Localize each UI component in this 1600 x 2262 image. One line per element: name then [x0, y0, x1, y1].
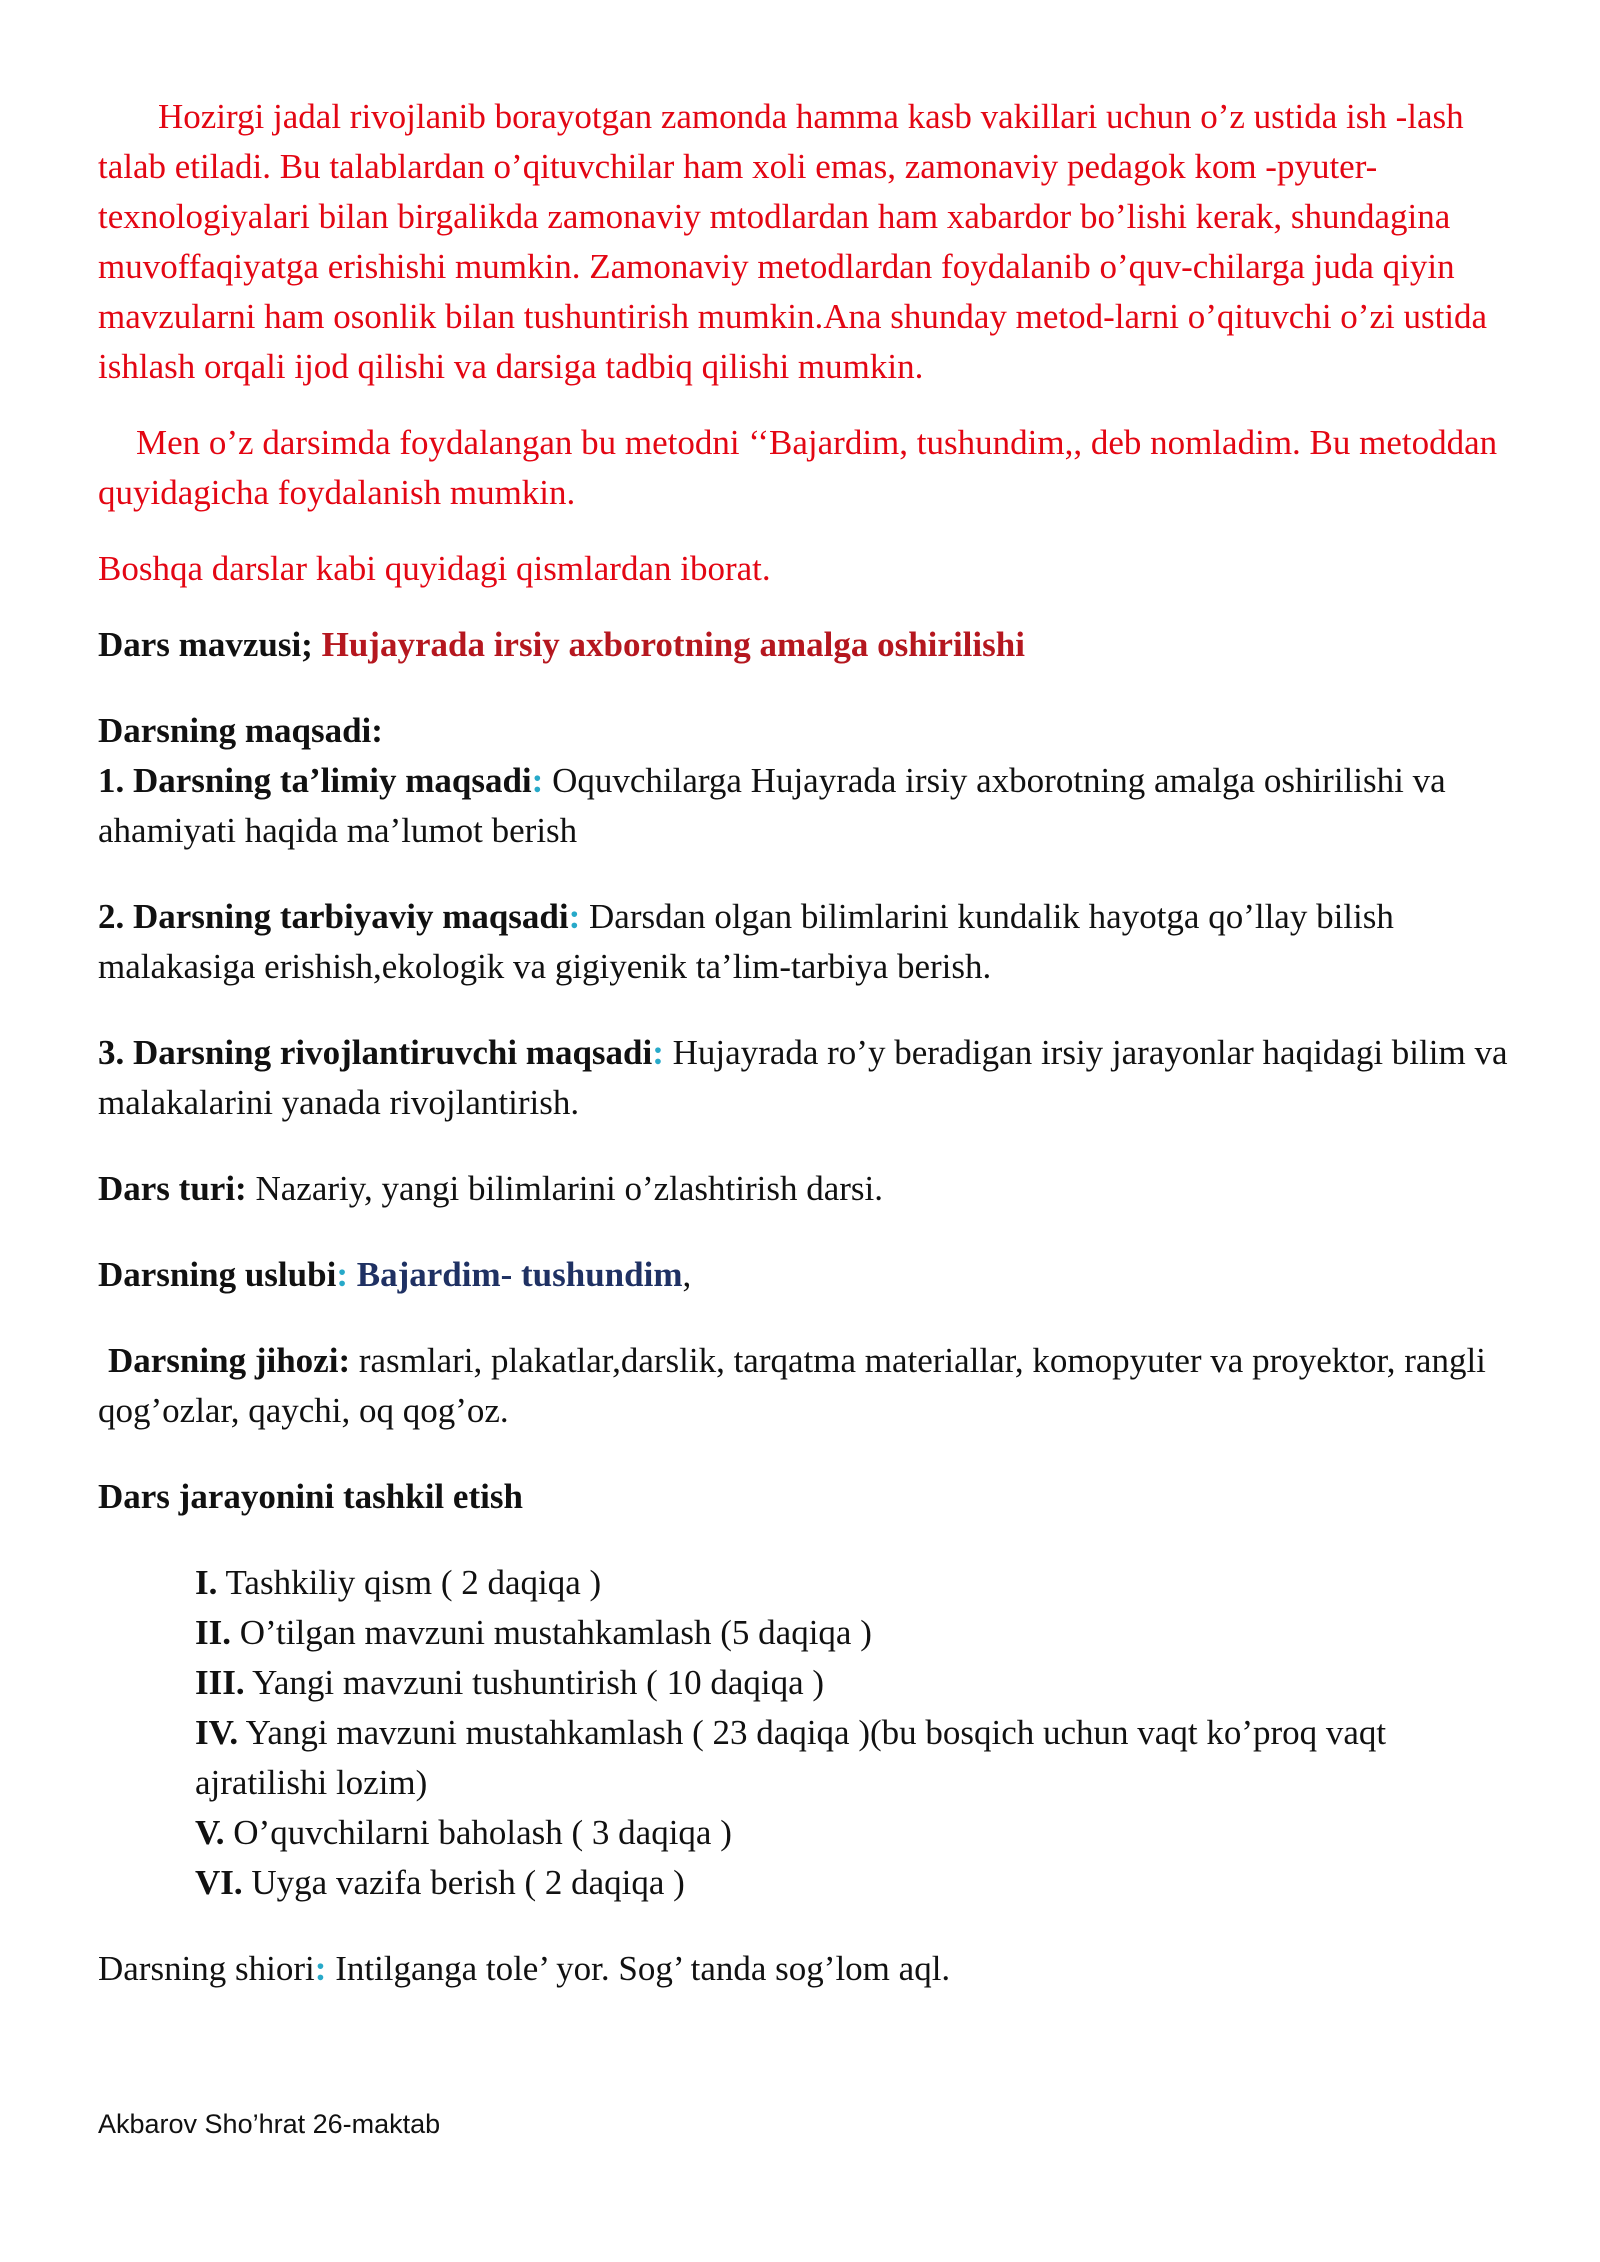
process-heading-label: Dars jarayonini tashkil etish — [98, 1477, 523, 1516]
stage-item — [195, 1808, 1518, 1858]
lesson-topic-label: Dars mavzusi; — [98, 625, 313, 664]
goals-heading — [98, 706, 1518, 756]
goal-item-developmental — [98, 1028, 1518, 1128]
goal-colon: : — [568, 897, 581, 936]
stage-item — [195, 1658, 1518, 1708]
lesson-style — [98, 1250, 1518, 1300]
process-heading — [98, 1472, 1518, 1522]
footer-author: Akbarov Sho’hrat 26-maktab — [98, 2109, 441, 2139]
stage-text: Yangi mavzuni mustahkamlash ( 23 daqiqa )(bu bosqich uchun vaqt ko’proq vaqt ajratilishi lozim) — [195, 1713, 1387, 1802]
goal-item-educational — [98, 756, 1518, 856]
stage-item — [195, 1608, 1518, 1658]
stage-text: O’quvchilarni baholash ( 3 daqiqa ) — [224, 1813, 732, 1852]
stage-text: Yangi mavzuni tushuntirish ( 10 daqiqa ) — [244, 1663, 825, 1702]
goal-item-upbringing — [98, 892, 1518, 992]
lesson-motto-label: Darsning shiori — [98, 1949, 315, 1988]
lesson-equipment — [98, 1336, 1518, 1436]
lesson-style-comma: , — [682, 1255, 692, 1294]
goal-text: Oquvchilarga Hujayrada irsiy axborotning amalga oshirilishi va ahamiyati haqida ma’lumot berish — [98, 761, 1446, 850]
lesson-topic — [98, 620, 1518, 670]
lesson-type — [98, 1164, 1518, 1214]
lesson-topic-value: Hujayrada irsiy axborotning amalga oshirilishi — [321, 625, 1025, 664]
goal-text: Hujayrada ro’y beradigan irsiy jarayonlar haqidagi bilim va malakalarini yanada rivojlantirish. — [98, 1033, 1508, 1122]
lesson-style-value: Bajardim- tushundim — [347, 1255, 683, 1294]
stage-numeral: IV. — [195, 1713, 239, 1752]
goal-label: 1. Darsning ta’limiy maqsadi — [98, 761, 532, 800]
stage-list — [98, 1558, 1518, 1908]
goal-colon: : — [531, 761, 544, 800]
lesson-equipment-label: Darsning jihozi: — [108, 1341, 351, 1380]
lesson-motto-text: Intilganga tole’ yor. Sog’ tanda sog’lom aql. — [326, 1949, 951, 1988]
goal-label: 2. Darsning tarbiyaviy maqsadi — [98, 897, 569, 936]
stage-numeral: I. — [195, 1563, 218, 1602]
intro-paragraph-1: Hozirgi jadal rivojlanib borayotgan zamonda hamma kasb vakillari uchun o’z ustida ish -lash talab etiladi. Bu talablardan o’qituvchilar ham xoli emas, zamonaviy pedagok kom -pyuter- texnologiyalari bilan birgalikda zamonaviy mtodlardan ham xabardor bo’lishi kerak, shundagina muvoffaqiyatga erishishi mumkin. Zamonaviy metodlardan foydalanib o’quv-chilarga juda qiyin mavzularni ham osonlik bilan tushuntirish mumkin.Ana shunday metod-larni o’qituvchi o’zi ustida ishlash orqali ijod qilishi va darsiga tadbiq qilishi mumkin. — [98, 97, 1488, 386]
stage-numeral: VI. — [195, 1863, 243, 1902]
stage-item — [195, 1708, 1518, 1808]
stage-text: Tashkiliy qism ( 2 daqiqa ) — [217, 1563, 602, 1602]
stage-item — [195, 1858, 1518, 1908]
lesson-type-label: Dars turi: — [98, 1169, 247, 1208]
document-body — [98, 92, 1518, 1994]
goals-heading-label: Darsning maqsadi: — [98, 711, 383, 750]
goal-text: Darsdan olgan bilimlarini kundalik hayotga qo’llay bilish malakasiga erishish,ekologik va gigiyenik ta’lim-tarbiya berish. — [98, 897, 1394, 986]
intro-paragraph-3: Boshqa darslar kabi quyidagi qismlardan iborat. — [98, 549, 771, 588]
stage-numeral: II. — [195, 1613, 231, 1652]
lesson-style-label: Darsning uslubi — [98, 1255, 337, 1294]
lesson-equipment-text: rasmlari, plakatlar,darslik, tarqatma materiallar, komopyuter va proyektor, rangli qog’ozlar, qaychi, oq qog’oz. — [98, 1341, 1486, 1430]
goal-label: 3. Darsning rivojlantiruvchi maqsadi — [98, 1033, 653, 1072]
goal-colon: : — [652, 1033, 664, 1072]
lesson-motto — [98, 1944, 1518, 1994]
stage-text: O’tilgan mavzuni mustahkamlash (5 daqiqa ) — [231, 1613, 872, 1652]
stage-item — [195, 1558, 1518, 1608]
lesson-type-text: Nazariy, yangi bilimlarini o’zlashtirish darsi. — [246, 1169, 884, 1208]
stage-text: Uyga vazifa berish ( 2 daqiqa ) — [242, 1863, 685, 1902]
lesson-motto-colon: : — [314, 1949, 327, 1988]
stage-numeral: V. — [195, 1813, 225, 1852]
intro-paragraph-2: Men o’z darsimda foydalangan bu metodni ‘‘Bajardim, tushundim,, deb nomladim. Bu metoddan quyidagicha foydalanish mumkin. — [98, 423, 1498, 512]
stage-numeral: III. — [195, 1663, 245, 1702]
lesson-style-colon: : — [336, 1255, 348, 1294]
